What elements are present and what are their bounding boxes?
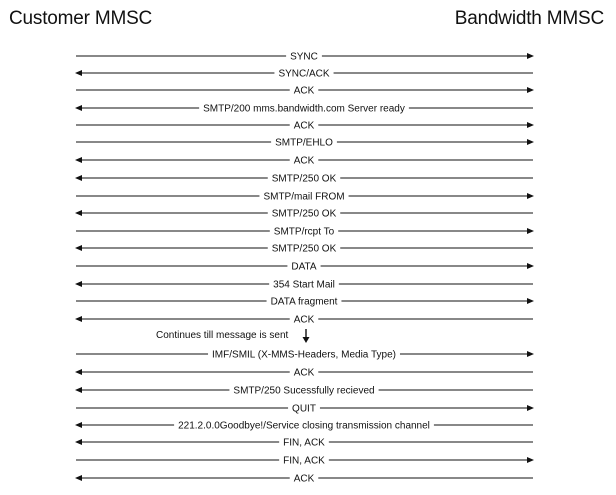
- message-17: [76, 350, 534, 361]
- message-label: ACK: [293, 85, 315, 97]
- message-18: [75, 368, 533, 379]
- message-label: SMTP/250 OK: [271, 173, 337, 185]
- message-19: [75, 386, 533, 397]
- arrowhead-right-icon: [527, 193, 534, 199]
- customer-mmsc-label: Customer MMSC: [9, 8, 153, 29]
- message-label: SMTP/rcpt To: [273, 226, 335, 238]
- arrowhead-right-icon: [527, 298, 534, 304]
- message-23: [76, 456, 534, 467]
- message-22: [75, 438, 533, 449]
- message-4: [75, 104, 533, 115]
- message-label: SMTP/EHLO: [275, 137, 333, 149]
- message-label: ACK: [293, 367, 315, 379]
- message-6: [76, 138, 534, 149]
- message-9: [76, 192, 534, 203]
- message-label: SMTP/250 OK: [271, 243, 337, 255]
- message-1: [76, 52, 534, 63]
- arrowhead-right-icon: [527, 351, 534, 357]
- message-label: SMTP/250 Sucessfully recieved: [233, 385, 375, 397]
- arrowhead-left-icon: [75, 475, 82, 481]
- message-label: 354 Start Mail: [273, 279, 335, 291]
- message-11: [76, 227, 534, 238]
- message-13: [76, 262, 534, 273]
- arrowhead-left-icon: [75, 316, 82, 322]
- message-14: [75, 280, 533, 291]
- message-8: [75, 174, 533, 185]
- message-label: ACK: [293, 473, 315, 485]
- message-label: DATA fragment: [270, 296, 338, 308]
- arrowhead-right-icon: [527, 405, 534, 411]
- arrowhead-left-icon: [75, 105, 82, 111]
- message-10: [75, 209, 533, 220]
- message-label: SMTP/200 mms.bandwidth.com Server ready: [203, 103, 405, 115]
- arrowhead-left-icon: [75, 281, 82, 287]
- arrowhead-right-icon: [527, 457, 534, 463]
- message-label: SYNC/ACK: [278, 68, 330, 80]
- bandwidth-mmsc-label: Bandwidth MMSC: [454, 8, 604, 29]
- message-label: QUIT: [292, 403, 316, 415]
- arrowhead-left-icon: [75, 422, 82, 428]
- arrowhead-right-icon: [527, 122, 534, 128]
- arrowhead-left-icon: [75, 210, 82, 216]
- message-label: 221.2.0.0Goodbye!/Service closing transmission channel: [178, 420, 430, 432]
- message-24: [75, 474, 533, 485]
- message-2: [75, 69, 533, 80]
- message-label: DATA: [291, 261, 317, 273]
- arrowhead-left-icon: [75, 70, 82, 76]
- message-15: [76, 297, 534, 308]
- message-label: ACK: [293, 314, 315, 326]
- message-12: [75, 244, 533, 255]
- message-7: [75, 156, 533, 167]
- arrowhead-right-icon: [527, 87, 534, 93]
- arrowhead-left-icon: [75, 175, 82, 181]
- message-21: [75, 421, 533, 432]
- message-16: [75, 315, 533, 326]
- message-5: [76, 121, 534, 132]
- arrowhead-right-icon: [527, 263, 534, 269]
- message-label: IMF/SMIL (X-MMS-Headers, Media Type): [212, 349, 396, 361]
- message-label: SMTP/250 OK: [271, 208, 337, 220]
- arrow-down-icon: [301, 328, 311, 344]
- arrowhead-left-icon: [75, 387, 82, 393]
- message-3: [76, 86, 534, 97]
- arrowhead-left-icon: [75, 157, 82, 163]
- message-label: SMTP/mail FROM: [263, 191, 345, 203]
- message-label: FIN, ACK: [283, 455, 325, 467]
- continuation-note: Continues till message is sent: [156, 330, 289, 341]
- message-label: ACK: [293, 120, 315, 132]
- message-label: FIN, ACK: [283, 437, 325, 449]
- arrowhead-right-icon: [527, 53, 534, 59]
- arrowhead-left-icon: [75, 245, 82, 251]
- message-label: SYNC: [290, 51, 318, 63]
- message-label: ACK: [293, 155, 315, 167]
- message-20: [76, 404, 534, 415]
- arrowhead-right-icon: [527, 228, 534, 234]
- arrowhead-right-icon: [527, 139, 534, 145]
- arrowhead-left-icon: [75, 369, 82, 375]
- arrowhead-left-icon: [75, 439, 82, 445]
